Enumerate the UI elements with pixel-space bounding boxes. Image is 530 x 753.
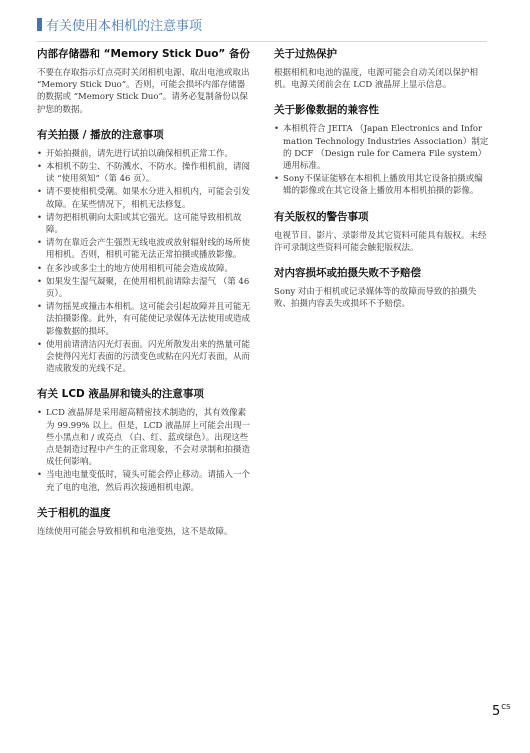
page-title-text: 有关使用本相机的注意事项	[46, 19, 203, 34]
bullet-list	[37, 148, 253, 376]
title-marker	[37, 18, 42, 31]
list-item: • 在多沙或多尘土的地方使用相机可能会造成故障。	[37, 263, 253, 275]
list-item: • 请不要使相机受潮。如果水分进入相机内，可能会引发故障。在某些情况下，相机无法修复。	[37, 186, 253, 210]
section-heading: 有关拍摄 / 播放的注意事项	[37, 128, 164, 141]
section-no-compensation	[274, 266, 490, 310]
section-heading: 内部存储器和 “Memory Stick Duo” 备份	[37, 48, 250, 60]
list-item: • 本相机符合 JEITA （Japan Electronics and Information Technology Industries Association）制定的 DCF （Design rule for Camera File system）通用标准。	[274, 123, 490, 172]
title-rule	[37, 41, 487, 42]
page-number-suffix: CS	[501, 703, 511, 711]
section-text: 根据相机和电池的温度，电源可能会自动关闭以保护相机。电源关闭前会在 LCD 液晶屏上显示信息。	[274, 68, 479, 91]
section-heading: 有关版权的警告事项	[274, 210, 369, 223]
page-title	[37, 17, 202, 37]
section-heading: 对内容损坏或拍摄失败不予赔偿	[274, 267, 421, 280]
section-copyright-warning	[274, 210, 490, 254]
list-item: • 使用前请清洁闪光灯表面。闪光所散发出来的热量可能会使得闪光灯表面的污渍变色或粘在闪光灯表面，从而造成散发的光线不足。	[37, 339, 253, 376]
section-image-compatibility	[274, 103, 490, 197]
section-shooting-playback	[37, 128, 253, 376]
section-text: Sony 对由于相机或记录媒体等的故障而导致的拍摄失败、拍摄内容丢失或损坏不予赔偿。	[274, 287, 477, 310]
list-item: • 本相机不防尘、不防溅水、不防水。操作相机前，请阅读 “使用须知”（第 46 页）。	[37, 161, 253, 185]
list-item: • Sony不保证能够在本相机上播放用其它设备拍摄或编辑的影像或在其它设备上播放用本相机拍摄的影像。	[274, 173, 490, 197]
list-item: • 请勿在靠近会产生强烈无线电波或放射辐射线的场所使用相机。否则，相机可能无法正常拍摄或播放影像。	[37, 237, 253, 261]
section-heading: 有关 LCD 液晶屏和镜头的注意事项	[37, 388, 204, 401]
section-text: 不要在存取指示灯点亮时关闭相机电源、取出电池或取出 “Memory Stick Duo”。否则，可能会损坏内部存储器的数据或 “Memory Stick Duo”。请务必复制备份以保护您的数据。	[37, 68, 250, 115]
list-item: • LCD 液晶屏是采用超高精密技术制造的，其有效像素为 99.99% 以上。但是，LCD 液晶屏上可能会出现一些小黑点和 / 或亮点 （白、红、蓝或绿色）。出现这些点是制造过程中产生的正常现象，不会对录制和拍摄造成任何影响。	[37, 407, 253, 468]
section-lcd-lens	[37, 387, 253, 493]
right-column	[274, 47, 490, 310]
list-item: • 开始拍摄前，请先进行试拍以确保相机正常工作。	[37, 148, 253, 160]
section-text: 连续使用可能会导致相机和电池变热，这不是故障。	[37, 526, 233, 537]
page-number	[492, 703, 511, 719]
left-column	[37, 47, 253, 538]
section-overheat-protection	[274, 47, 490, 91]
list-item: • 如果发生湿气凝聚，在使用相机前请除去湿气 （第 46 页）。	[37, 276, 253, 300]
list-item: • 当电池电量变低时，镜头可能会停止移动。请插入一个充了电的电池，然后再次接通相机电源。	[37, 469, 253, 493]
section-heading: 关于相机的温度	[37, 506, 111, 519]
section-heading: 关于影像数据的兼容性	[274, 104, 379, 117]
page-number-value: 5	[492, 704, 501, 719]
section-text: 电视节目、影片、录影带及其它资料可能具有版权。未经许可录制这些资料可能会触犯版权法。	[274, 230, 487, 253]
bullet-list	[37, 407, 253, 493]
section-memory-backup	[37, 47, 253, 116]
bullet-list	[274, 123, 490, 197]
list-item: • 请勿摇晃或撞击本相机。这可能会引起故障并且可能无法拍摄影像。此外，有可能使记录媒体无法使用或造成影像数据的损坏。	[37, 301, 253, 338]
section-heading: 关于过热保护	[274, 48, 337, 60]
list-item: • 请勿把相机朝向太阳或其它强光。这可能导致相机故障。	[37, 212, 253, 236]
section-camera-temperature	[37, 506, 253, 538]
